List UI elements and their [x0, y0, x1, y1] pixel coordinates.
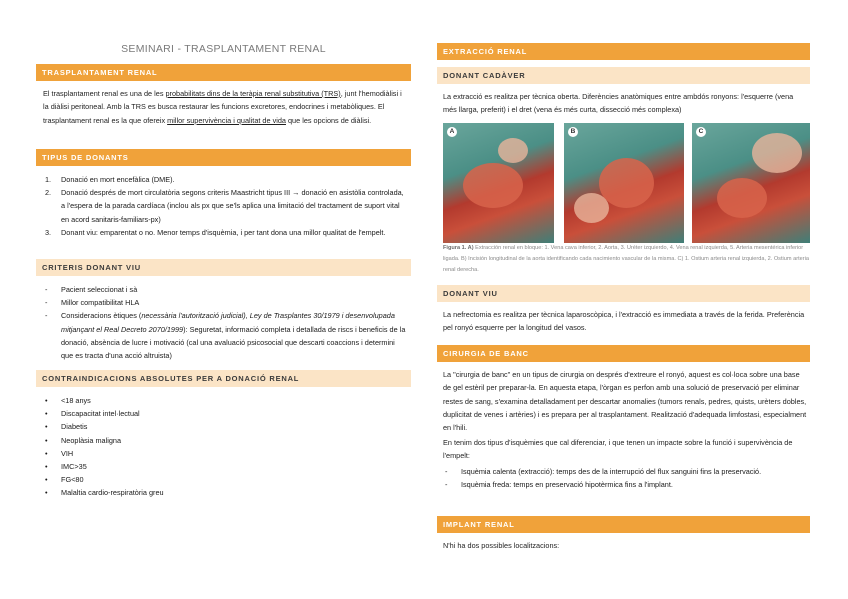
cadaver-paragraph: La extracció es realitza per tècnica oberta. Diferències anatòmiques entre ambdós ronyons: l'esquerre (vena més llarga, preferit) i el dret (vena és més curta, dissecció més complexa) [443, 92, 794, 115]
photo-label-c: C [696, 127, 706, 137]
list-item: • VIH [45, 448, 74, 458]
living-donor-paragraph: La nefrectomia es realitza per tècnica laparoscòpica, i l'extracció es immediata a través de la ferida. Preferència pel ronyó esquerre per la longitud del vasos. [443, 310, 805, 333]
intro-underline-1: probabilitats dins de la teràpia renal substitutiva (TRS) [165, 89, 341, 98]
list-item: • FG<80 [45, 475, 84, 485]
list-item: 1. Donació en mort encefàlica (DME). [45, 175, 175, 184]
list-item: 3. Donant viu: emparentat o no. Menor temps d'isquèmia, i per tant dona una millor qualitat de l'empelt. [45, 227, 386, 237]
section-heading-implant: IMPLANT RENAL [437, 516, 810, 533]
section-heading-extraccio: EXTRACCIÓ RENAL [437, 43, 810, 60]
list-item: - Isquèmia calenta (extracció): temps des de la interrupció del flux sanguini fins la preservació. [445, 467, 762, 476]
section-heading-cirurgia-banc: CIRURGIA DE BANC [437, 345, 810, 362]
section-heading-donant-cadaver: DONANT CADÀVER [437, 67, 810, 84]
section-heading-trasplantament: TRASPLANTAMENT RENAL [36, 64, 411, 81]
bench-surgery-paragraph: La "cirurgia de banc" en un tipus de cirurgia on després d'extreure el ronyó, aquest es col·loca sobre una base de gel estèril per preparar-la. En aquesta etapa, l'òrgan es perfon amb una solució de preservació per eliminar restes de sang, s'examina detalladament per descartar anomalies (tumors renals, pedres, quists, urèters dobles, duplicitat de venes i artèries) i es prepara per al trasplantament. Realització d'adequada limfostasi, especialment en l'hili. [443, 370, 807, 433]
section-heading-contraindicacions: CONTRAINDICACIONS ABSOLUTES PER A DONACIÓ RENAL [36, 370, 411, 387]
intro-paragraph [43, 87, 408, 127]
list-item: • <18 anys [45, 396, 91, 405]
photo-label-b: B [568, 127, 578, 137]
intro-underline-2: millor supervivència i qualitat de vida [167, 115, 286, 125]
section-heading-donant-viu: DONANT VIU [437, 285, 810, 302]
implant-paragraph: N'hi ha dos possibles localitzacions: [443, 541, 560, 550]
list-item: • IMC>35 [45, 462, 87, 472]
list-item: - Consideracions ètiques (necessària l'autorització judicial), Ley de Trasplantes 30/1979 i desenvolupada mitjançant el Real Decreto 2070/1999): Seguretat, informació completa i detallada de riscs i beneficis de la donació, absència de lucre i motivació (cal una avaluació psicosocial que descarti coaccions i determini que es tracta d'una acció altruista) [45, 311, 406, 361]
figure-caption: Figura 1. A) Extracción renal en bloque: 1. Vena cava inferior, 2. Aorta, 3. Uréter izquierdo, 4. Vena renal izquierda, 5. Arteria mesentérica inferior ligada. B) Incisión longitudinal de la aorta identificando cada nacimiento vascular de la misma. C) 1. Ostium arteria renal izquierda, 2. Ostium arteria renal derecha. [443, 245, 809, 273]
photo-label-a: A [447, 127, 457, 137]
list-item: - Isquèmia freda: temps en preservació hipotèrmica fins a l'implant. [445, 480, 673, 490]
section-heading-criteris: CRITERIS DONANT VIU [36, 259, 411, 276]
page-title: SEMINARI - TRASPLANTAMENT RENAL [121, 43, 326, 55]
list-item: - Millor compatibilitat HLA [45, 298, 140, 308]
photo-b [564, 123, 684, 243]
list-item: 2. Donació després de mort circulatòria segons criteris Maastricht tipus III → donació en asistòlia controlada, a l'espera de la parada cardíaca (inclou als px que se'ls aplica una limitació del tractament de suport vital en acord sanitaris-familiars-px) [45, 188, 404, 224]
photo-a [443, 123, 554, 243]
list-item: • Neoplàsia maligna [45, 435, 122, 445]
intro-text-3: que les opcions de diàlisi. [285, 115, 372, 125]
intro-text-1: El trasplantament renal es una de les [43, 89, 166, 98]
list-item: • Malaltia cardio-respiratòria greu [45, 488, 164, 498]
photo-c [692, 123, 810, 243]
intro-text-2: , junt l'hemodiàlisi i la diàlisi peritoneal. Amb la TRS es busca restaurar les funcions excretores, endocrines i metabòliques. El trasplantament renal es la que ofereix [43, 89, 402, 125]
ischemia-intro-paragraph: En tenim dos tipus d'isquèmies que cal diferenciar, i que tenen un impacte sobre la funció i supervivència de l'empelt: [443, 438, 793, 461]
ischemia-list [443, 465, 808, 491]
section-heading-tipus-donants: TIPUS DE DONANTS [36, 149, 411, 166]
donor-types-list [43, 173, 408, 239]
list-item: - Pacient seleccionat i sà [45, 285, 138, 294]
list-item: • Diabetis [45, 422, 88, 432]
list-item: • Discapacitat intel·lectual [45, 409, 140, 419]
surgery-photos [443, 123, 810, 243]
contraindications-list [43, 394, 408, 500]
criteria-list [43, 283, 408, 362]
